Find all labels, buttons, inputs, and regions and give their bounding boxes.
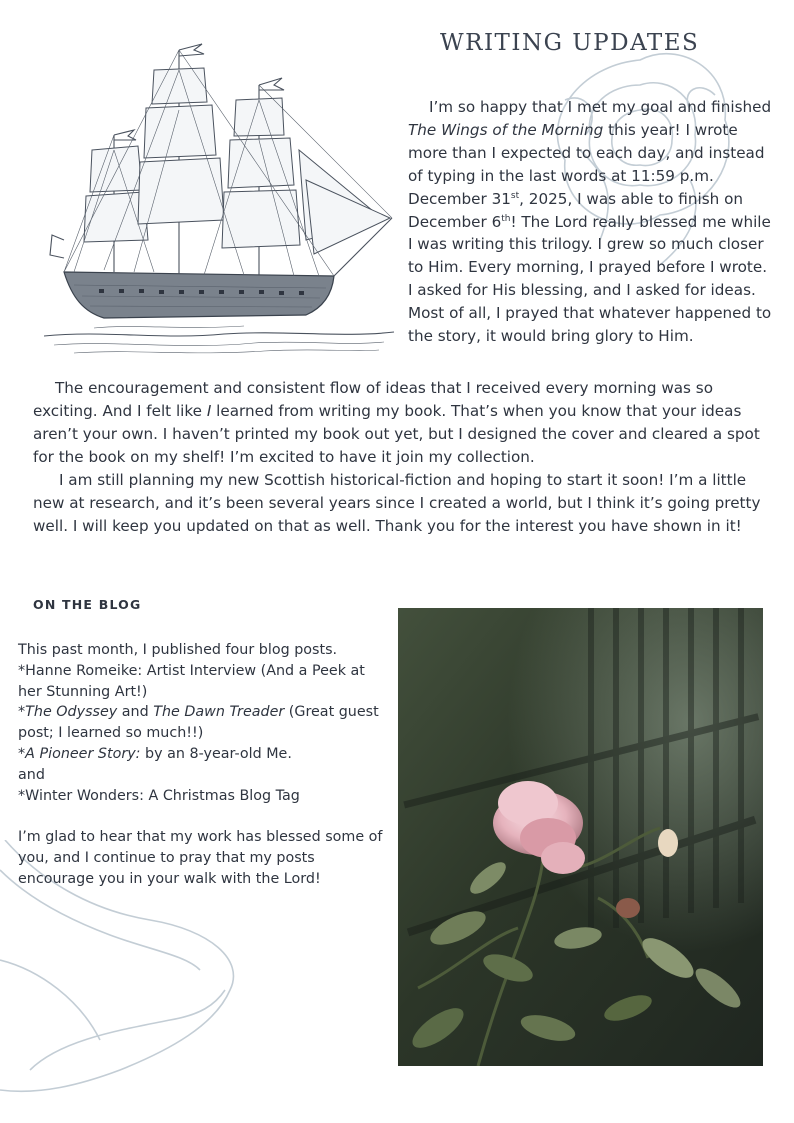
rose-photo [398, 608, 763, 1066]
bullet-star: * [18, 745, 26, 762]
blog-post-item: *Winter Wonders: A Christmas Blog Tag [18, 787, 300, 804]
paragraph-text: learned from writing my book. That’s when you know that your ideas aren’t your own. I haven’t printed my book out yet, but I designed the cover and cleared a spot for the book on my shelf! I’m excited to have it join my collection. [33, 401, 760, 466]
paragraph-text: ! The Lord really blessed me while I was writing this trilogy. I grew so much closer to Him. Every morning, I prayed before I wrote. I asked for His blessing, and I asked for ideas. Most of all, I prayed that whatever happened to the story, it would bring glory to Him. [408, 212, 772, 346]
story-title: A Pioneer Story: [25, 745, 141, 762]
sails [84, 68, 390, 254]
emphasis: I [206, 401, 212, 420]
water-lines [44, 326, 394, 353]
ship-flag [179, 44, 204, 56]
book-title: The Wings of the Morning [408, 120, 604, 139]
update-paragraph-2 [33, 377, 773, 469]
post-description: by an 8-year-old Me. [140, 745, 292, 762]
and-connector: and [18, 766, 45, 783]
book-title: The Odyssey [25, 704, 118, 721]
paragraph-text: , 2025, I was able to finish on December 6 [408, 189, 743, 231]
blog-section-heading: ON THE BLOG [33, 597, 142, 612]
blog-post-item [18, 702, 390, 744]
ordinal-suffix: th [501, 213, 511, 224]
sailing-ship-illustration [44, 40, 399, 360]
paragraph-text: this year! I wrote more than I expected to each day, and instead of typing in the last words at 11:59 p.m. December 31 [408, 120, 765, 208]
connector-text: and [117, 704, 154, 721]
update-paragraph-3 [33, 469, 773, 538]
ship-hull [64, 272, 334, 318]
bullet-star: * [18, 704, 26, 721]
book-title: The Dawn Treader [153, 704, 285, 721]
post-description: (Great guest post; I learned so much!!) [18, 704, 379, 742]
paragraph-text: I’m so happy that I met my goal and finished [429, 98, 772, 116]
blog-closing: I’m glad to hear that my work has blessed some of you, and I continue to pray that my posts encourage you in your walk with the Lord! [18, 829, 383, 887]
blog-post-item: *Hanne Romeike: Artist Interview (And a Peek at her Stunning Art!) [18, 662, 365, 700]
blog-intro: This past month, I published four blog posts. [18, 642, 338, 658]
ordinal-suffix: st [510, 190, 520, 201]
blog-post-item [18, 744, 390, 765]
paragraph-text: I am still planning my new Scottish historical-fiction and hoping to start it soon! I’m a little new at research, and it’s been several years since I created a world, but I think it’s going pretty well. I will keep you updated on that as well. Thank you for the interest you have shown in it! [33, 471, 761, 535]
blog-post-list [18, 640, 390, 890]
update-paragraph-1 [408, 96, 774, 348]
paragraph-text: The encouragement and consistent flow of ideas that I received every morning was so exciting. And I felt like [33, 379, 713, 420]
spacer [18, 806, 390, 827]
page-title: WRITING UPDATES [440, 30, 700, 56]
